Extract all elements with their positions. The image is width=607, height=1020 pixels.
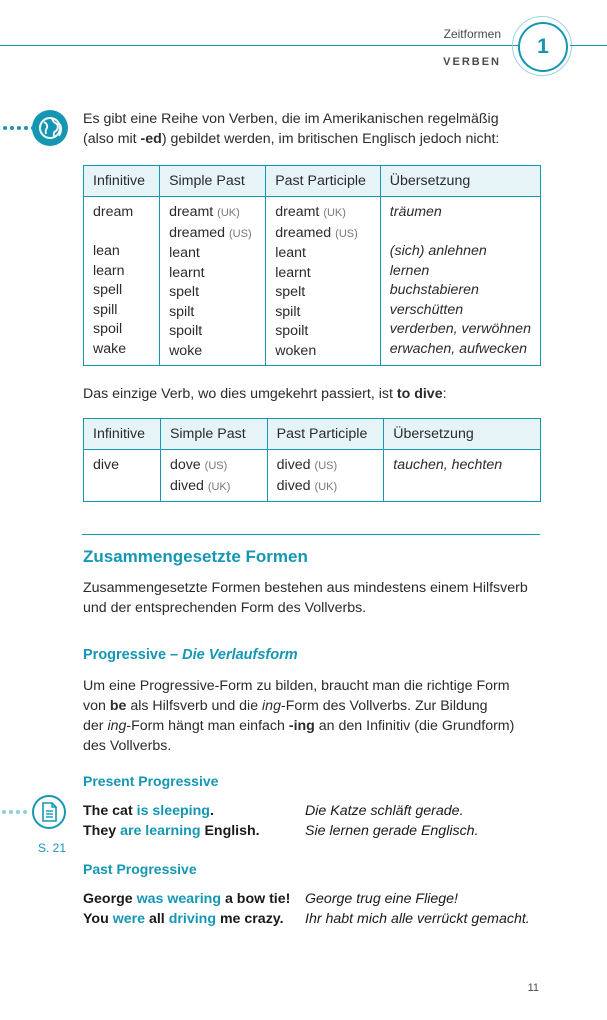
compound-paragraph: Zusammengesetzte Formen bestehen aus mindestens einem Hilfsverb und der entsprechenden Form des Vollverbs. xyxy=(83,580,528,616)
chapter-number: 1 xyxy=(537,35,549,58)
table-cell: wake xyxy=(93,340,127,357)
table-cell: spoil xyxy=(93,321,123,337)
col-uebersetzung xyxy=(384,450,541,502)
table-cell: spoilt xyxy=(169,323,203,339)
col-header-infinitive: Infinitive xyxy=(84,166,160,197)
progressive-paragraph: Um eine Progressive-Form zu bilden, braucht man die richtige Form von be als Hilfsverb und die ing-Form des Vollverbs. Zur Bildung der ing-Form hängt man einfach -ing an den Infinitiv (die Grundform) des Vollverbs. xyxy=(83,678,515,754)
table-cell: verschütten xyxy=(389,301,464,318)
table-cell: spelt xyxy=(275,284,306,300)
col-header-infinitive: Infinitive xyxy=(84,419,161,450)
table-cell: leant xyxy=(275,245,306,261)
heading-present-progressive: Present Progressive xyxy=(83,773,219,789)
section-separator xyxy=(82,534,540,535)
table-cell: spilt xyxy=(169,303,195,320)
page-cross-reference[interactable]: S. 21 xyxy=(38,841,67,855)
translation: George trug eine Fliege! xyxy=(305,891,459,907)
table-cell: spill xyxy=(93,301,118,318)
col-infinitive xyxy=(84,450,161,502)
table-cell: dive xyxy=(93,457,120,473)
example-sentence: George was wearing a bow tie! xyxy=(83,891,291,907)
table-cell: dreamt (UK) xyxy=(275,204,346,220)
example-sentence: You were all driving me crazy. xyxy=(83,910,284,927)
table-cell: spelt xyxy=(169,284,200,300)
col-header-uebersetzung: Übersetzung xyxy=(384,419,541,450)
translation: Die Katze schläft gerade. xyxy=(305,803,464,819)
col-simple-past xyxy=(160,450,267,502)
subsection-title-progressive: Progressive – Die Verlaufsform xyxy=(83,647,298,663)
table-cell: dived (UK) xyxy=(169,477,231,494)
table-cell: dreamt (UK) xyxy=(169,204,240,220)
badge-rule xyxy=(570,45,607,46)
verb-table-uk-us xyxy=(83,165,541,366)
document-icon xyxy=(32,795,66,829)
chapter-badge xyxy=(518,22,568,72)
intro-paragraph: Es gibt eine Reihe von Verben, die im Amerikanischen regelmäßig (also mit -ed) gebildet werden, im britischen Englisch jedoch nicht: xyxy=(83,111,500,147)
table-cell: träumen xyxy=(389,204,442,220)
past-progressive-examples xyxy=(83,890,290,929)
globe-icon xyxy=(32,110,68,146)
col-header-simple-past: Simple Past xyxy=(160,166,266,197)
table-cell: spell xyxy=(93,282,123,298)
table-cell: spilt xyxy=(275,303,301,320)
running-header-chapter: VERBEN xyxy=(443,56,501,68)
table-cell: leant xyxy=(169,245,200,261)
col-past-participle xyxy=(267,450,384,502)
col-header-past-participle: Past Participle xyxy=(266,166,381,197)
col-header-simple-past: Simple Past xyxy=(160,419,267,450)
col-uebersetzung xyxy=(380,197,540,366)
translation: Ihr habt mich alle verrückt gemacht. xyxy=(305,910,530,927)
marker-dots xyxy=(3,126,35,130)
running-header-section: Zeitformen xyxy=(443,27,501,41)
table-cell: tauchen, hechten xyxy=(393,457,503,473)
header-rule xyxy=(0,45,520,46)
table-cell: learnt xyxy=(169,264,205,281)
table-cell: learn xyxy=(93,262,125,279)
table-cell: (sich) anlehnen xyxy=(389,243,487,259)
table-cell: spoilt xyxy=(275,323,309,339)
section-title-compound: Zusammengesetzte Formen xyxy=(83,547,308,566)
col-infinitive xyxy=(84,197,160,366)
marker-dots xyxy=(2,810,27,814)
reverse-paragraph: Das einzige Verb, wo dies umgekehrt passiert, ist to dive: xyxy=(83,386,447,402)
present-progressive-translations xyxy=(305,802,479,841)
example-sentence: They are learning English. xyxy=(83,822,260,839)
example-sentence: The cat is sleeping. xyxy=(83,803,214,819)
table-cell: verderben, verwöhnen xyxy=(389,321,531,337)
table-cell: buchstabieren xyxy=(389,282,479,298)
present-progressive-examples xyxy=(83,802,260,841)
translation: Sie lernen gerade Englisch. xyxy=(305,822,479,839)
col-simple-past xyxy=(160,197,266,366)
verb-table-dive xyxy=(83,418,541,502)
table-cell: dove (US) xyxy=(169,457,228,473)
heading-past-progressive: Past Progressive xyxy=(83,861,197,877)
table-cell: woke xyxy=(169,342,203,359)
past-progressive-translations xyxy=(305,890,530,929)
table-cell: erwachen, aufwecken xyxy=(389,340,528,357)
table-cell: dreamed (US) xyxy=(169,224,252,241)
table-cell: learnt xyxy=(275,264,311,281)
col-past-participle xyxy=(266,197,381,366)
table-cell: lean xyxy=(93,243,120,259)
table-cell: dived (UK) xyxy=(276,477,338,494)
table-cell: dream xyxy=(93,204,134,220)
col-header-uebersetzung: Übersetzung xyxy=(380,166,540,197)
intro-line-1: Es gibt eine Reihe von Verben, die im Amerikanischen regelmäßig xyxy=(83,111,499,127)
page-number: 11 xyxy=(527,982,539,994)
table-cell: woken xyxy=(275,342,317,359)
table-cell: lernen xyxy=(389,262,430,279)
table-cell: dreamed (US) xyxy=(275,224,358,241)
table-cell: dived (US) xyxy=(276,457,338,473)
col-header-past-participle: Past Participle xyxy=(267,419,384,450)
